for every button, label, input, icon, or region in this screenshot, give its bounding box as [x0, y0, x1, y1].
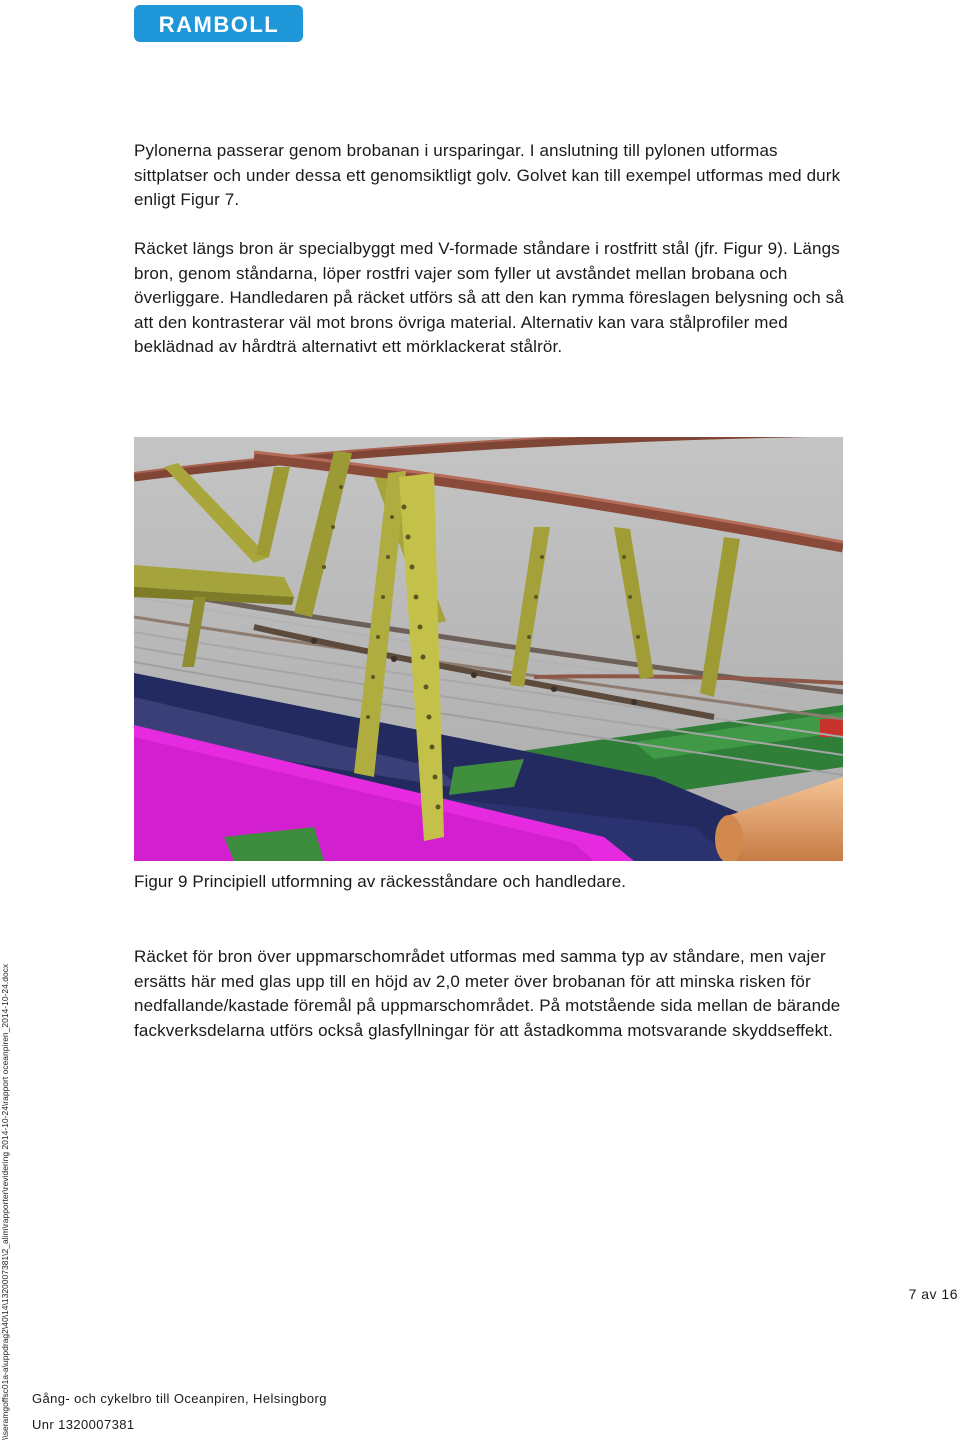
figure-9-railing-render — [134, 437, 843, 861]
paragraph-railing-text: Räcket längs bron är specialbyggt med V-formade ståndare i rostfritt stål (jfr. Figur 9). Längs bron, genom ståndarna, löper rostfri vajer som fyller ut avståndet mellan brobana och överliggare. Handledaren på räcket utförs så att den kan rymma föreslagen belysning och så att den kontrasterar väl mot brons övriga material. Alternativ kan vara stålprofiler med beklädnad av hårdträ alternativt ett mörklackerat stålrör. — [134, 239, 844, 357]
paragraph-glass-railing — [134, 945, 849, 1043]
file-path-text: \\seramgoffsc01a-a\uppdrag2\40\14\1320007381\2_alim\rapporter\revidering 2014-10-24\rapport oceanpiren_2014-10-24.docx — [0, 963, 10, 1440]
figure-caption: Figur 9 Principiell utformning av räckesståndare och handledare. — [134, 872, 627, 891]
paragraph-pylons-text: Pylonerna passerar genom brobanan i ursparingar. I anslutning till pylonen utformas sittplatser och under dessa ett genomsiktligt golv. Golvet kan till exempel utformas med durk enligt Figur 7. — [134, 141, 841, 210]
ramboll-logo — [134, 5, 303, 42]
vertical-file-path — [0, 920, 10, 1440]
ramboll-wordmark — [144, 11, 294, 37]
page-number: 7 av 16 — [908, 1286, 958, 1302]
footer-unr: Unr 1320007381 — [32, 1417, 135, 1432]
logo-text: RAMBOLL — [158, 11, 279, 37]
footer-document-title: Gång- och cykelbro till Oceanpiren, Helsingborg — [32, 1391, 327, 1406]
paragraph-pylons — [134, 139, 849, 213]
paragraph-railing — [134, 237, 849, 360]
paragraph-glass-railing-text: Räcket för bron över uppmarschområdet utformas med samma typ av ståndare, men vajer ersätts här med glas upp till en höjd av 2,0 meter över brobanan för att minska risken för nedfallande/kastade föremål på uppmarschområdet. På motstående sida mellan de bärande fackverksdelarna utförs också glasfyllningar för att åstadkomma motsvarande skyddseffekt. — [134, 947, 841, 1040]
railing-3d-render — [134, 437, 843, 861]
